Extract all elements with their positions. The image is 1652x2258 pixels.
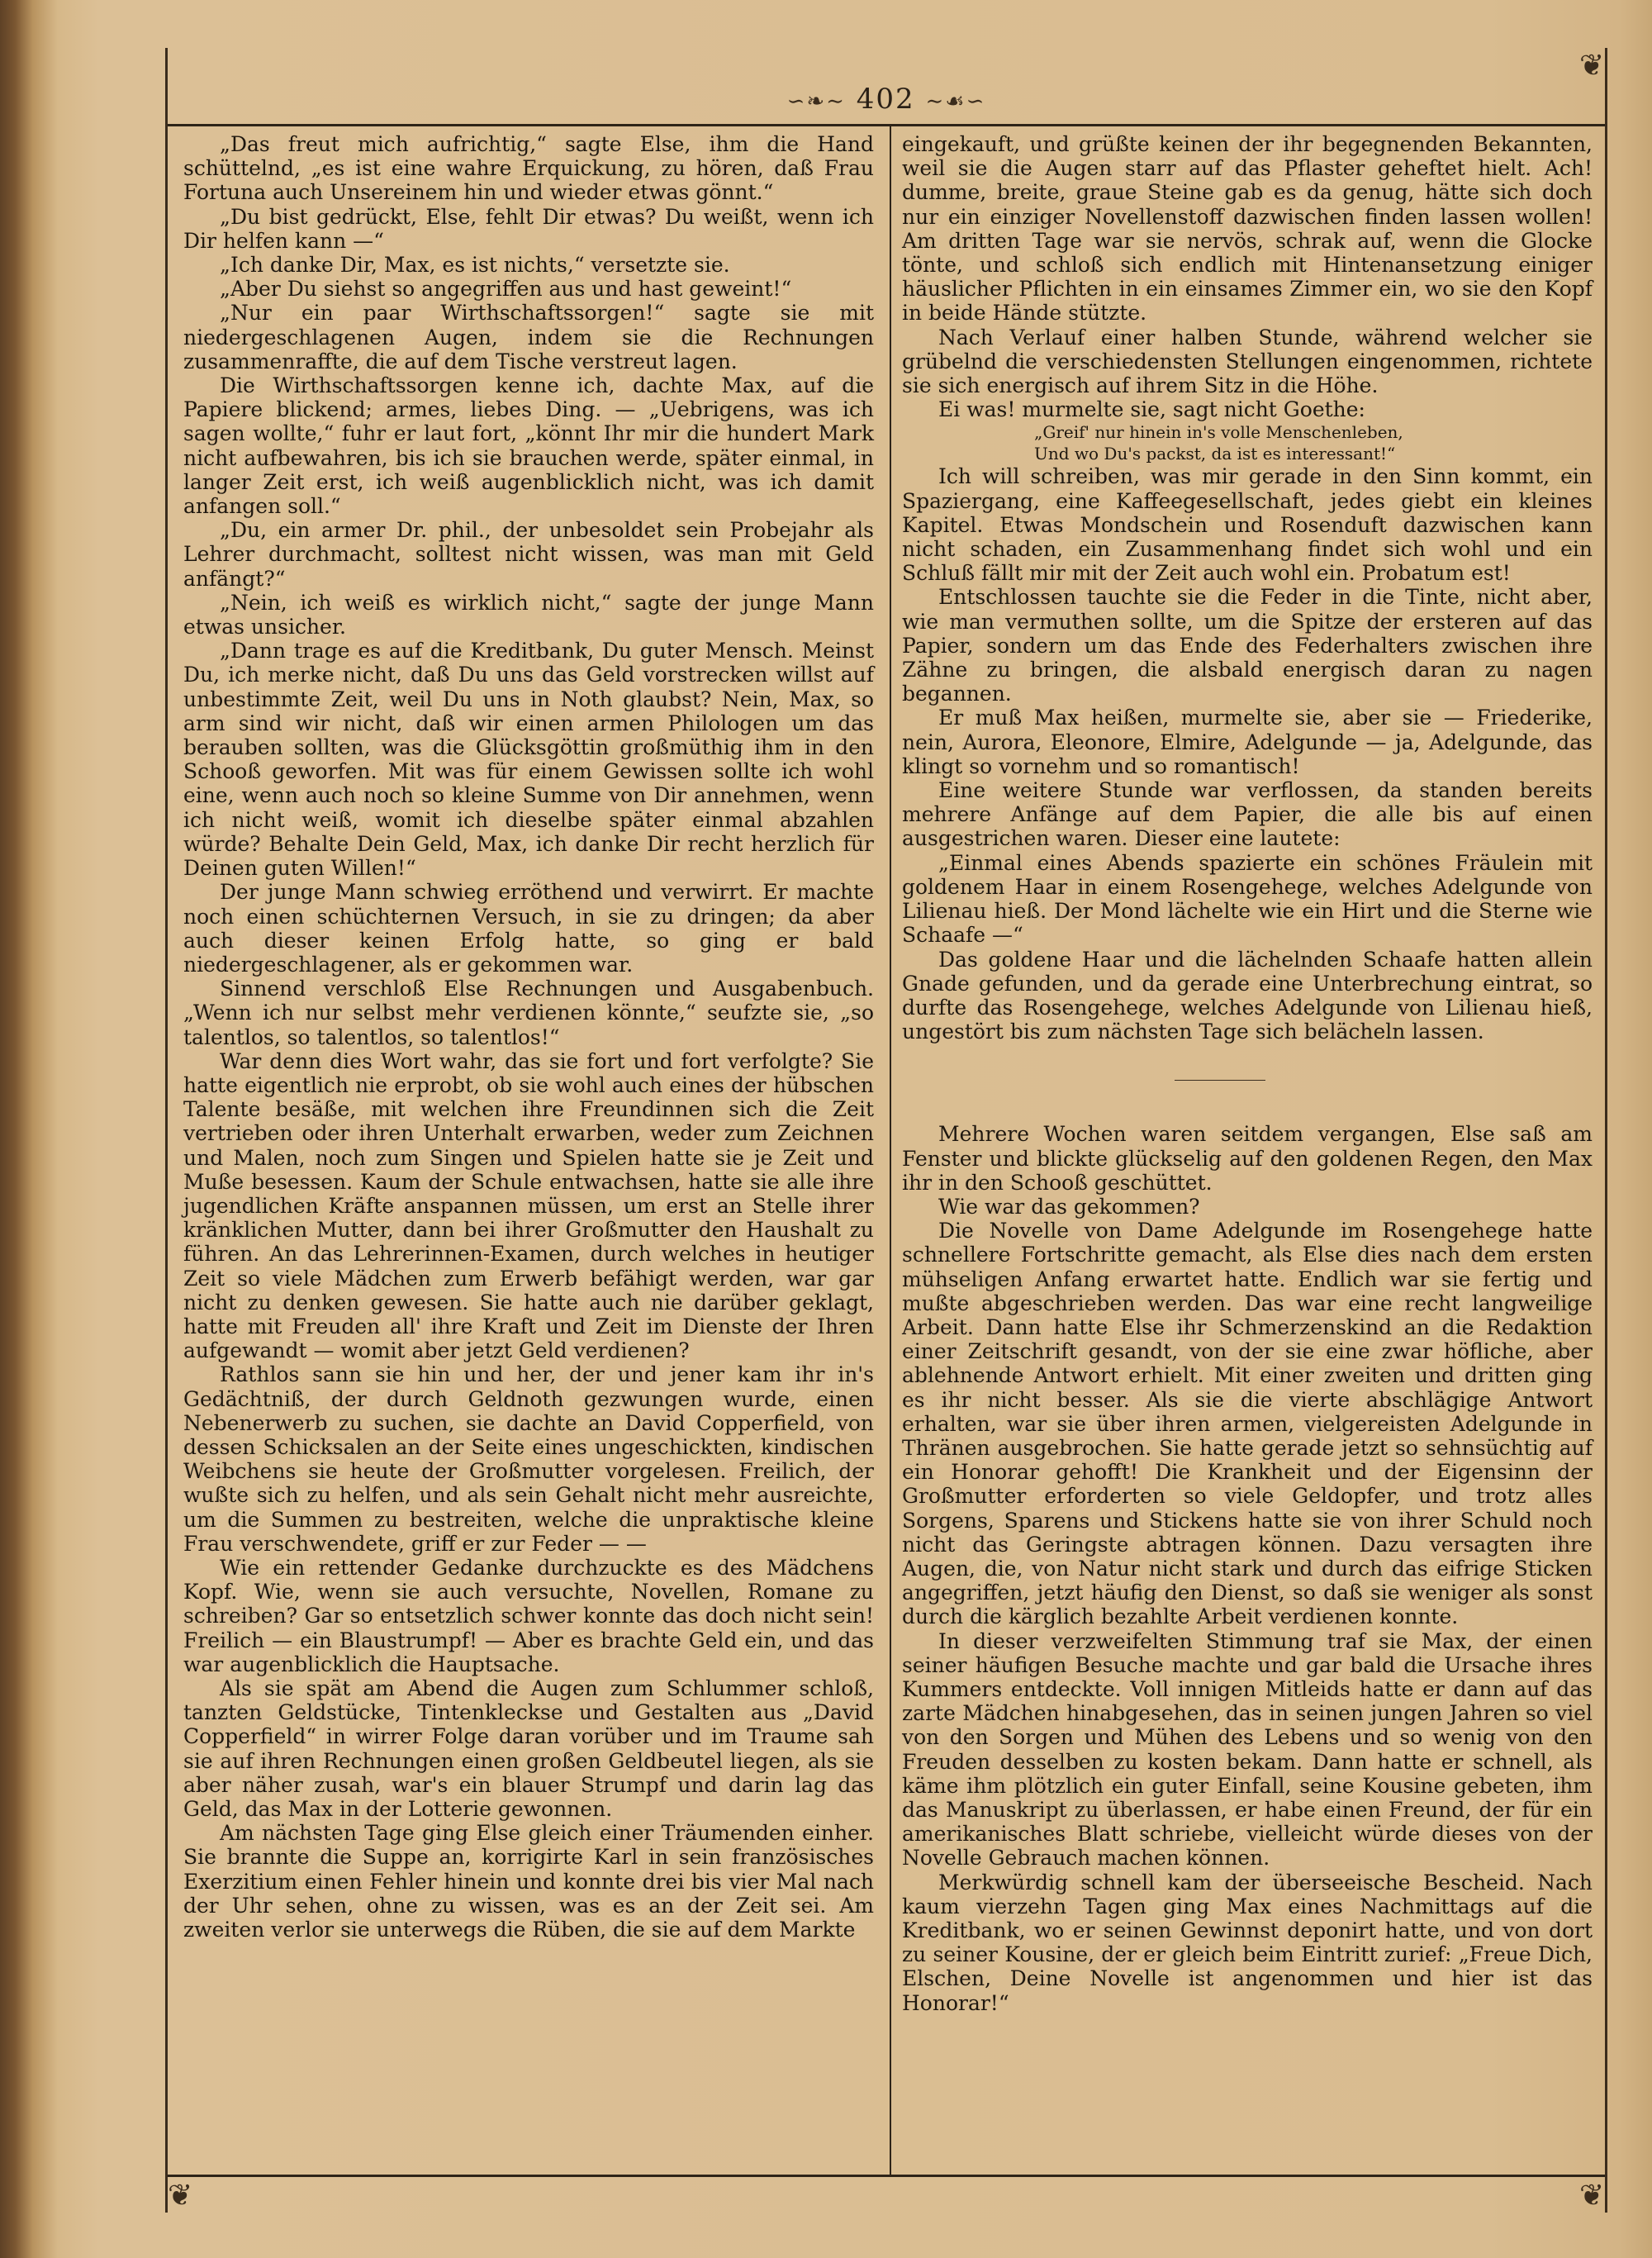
paragraph: In dieser verzweifelten Stimmung traf sie Max, der einen seiner häufigen Besuche machte und gar bald die Ursache ihres Kummers entdeckte. Voll innigen Mitleids hatte er dann auf das zarte Mädchen hinabgesehen, das in seinen jungen Jahren so viel von den Sorgen und Mühen des Lebens und so wenig von den Freuden desselben zu kosten bekam. Dann hatte er schnell, als käme ihm plötzlich ein guter Einfall, seine Kousine gebeten, ihm das Manuskript zu überlassen, er habe einen Freund, der für ein amerikanisches Blatt schriebe, vielleicht würde dieses von der Novelle Gebrauch machen können.: [902, 1628, 1593, 1871]
paragraph: Entschlossen tauchte sie die Feder in die Tinte, nicht aber, wie man vermuthen sollte, um die Spitze der ersteren auf das Papier, sondern um das Ende des Federhalters zwischen ihre Zähne zu bringen, die alsbald energisch daran zu nagen begannen.: [902, 585, 1593, 706]
paragraph: „Das freut mich aufrichtig,“ sagte Else, ihm die Hand schüttelnd, „es ist eine wahre Erquickung, zu hören, daß Frau Fortuna auch Unsereinem hin und wieder etwas gönnt.“: [183, 132, 874, 205]
paragraph: Sinnend verschloß Else Rechnungen und Ausgabenbuch. „Wenn ich nur selbst mehr verdienen könnte,“ seufzte sie, „so talentlos, so talentlos, so talentlos!“: [183, 977, 874, 1049]
paragraph: Wie war das gekommen?: [938, 1194, 1200, 1219]
paragraph: Merkwürdig schnell kam der überseeische Bescheid. Nach kaum vierzehn Tagen ging Max eines Nachmittags auf die Kreditbank, wo er seinen Gewinnst deponirt hatte, und von dort zu seiner Kousine, der er gleich beim Eintritt zurief: „Freue Dich, Elschen, Deine Novelle ist angenommen und hier ist das Honorar!“: [902, 1870, 1593, 2015]
verse-line: „Greif' nur hinein in's volle Menschenleben,: [1034, 422, 1403, 443]
paragraph: Der junge Mann schwieg erröthend und verwirrt. Er machte noch einen schüchternen Versuch, in sie zu dringen; da aber auch dieser keinen Erfolg hatte, so ging er bald niedergeschlagener, als er gekommen war.: [183, 880, 874, 977]
section-separator-line: [1175, 1080, 1265, 1081]
paragraph: eingekauft, und grüßte keinen der ihr begegnenden Bekannten, weil sie die Augen starr auf das Pflaster geheftet hielt. Ach! dumme, breite, graue Steine gab es da genug, hätte sich doch nur ein einziger Novellenstoff dazwischen finden lassen wollen! Am dritten Tage war sie nervös, schrak auf, wenn die Glocke tönte, und schloß sich endlich mit Hintenansetzung einiger häuslicher Pflichten in ein einsames Zimmer ein, wo sie den Kopf in beide Hände stützte.: [902, 132, 1593, 326]
paragraph: Mehrere Wochen waren seitdem vergangen, Else saß am Fenster und blickte glückselig auf den goldenen Regen, den Max ihr in den Schooß geschüttet.: [902, 1122, 1593, 1195]
ornament-left-icon: ∽❧∼: [786, 89, 846, 114]
paragraph: Rathlos sann sie hin und her, der und jener kam ihr in's Gedächtniß, der durch Geldnoth gezwungen wurde, einen Nebenerwerb zu suchen, sie dachte an David Copperfield, von dessen Schicksalen an der Seite eines ungeschickten, kindischen Weibchens sie heute der Großmutter vorgelesen. Freilich, der wußte sich zu helfen, und als sein Gehalt nicht mehr ausreichte, um die Summen zu bestreiten, welche die unpraktische kleine Frau verschwendete, griff er zur Feder — —: [183, 1362, 874, 1556]
corner-ornament-top-right: ❦: [1579, 49, 1605, 83]
corner-ornament-bottom-left: ❦: [168, 2179, 193, 2213]
text-column-left: [183, 132, 874, 1942]
paragraph: Die Novelle von Dame Adelgunde im Rosengehege hatte schnellere Fortschritte gemacht, als Else dies nach dem ersten mühseligen Anfang erwartet hatte. Endlich war sie fertig und mußte abgeschrieben werden. Das war eine recht langweilige Arbeit. Dann hatte Else ihr Schmerzenskind an die Redaktion einer Zeitschrift gesandt, von der sie eine zwar höfliche, aber ablehnende Antwort erhielt. Mit einer zweiten und dritten ging es ihr nicht besser. Als sie die vierte abschlägige Antwort erhalten, war sie über ihren armen, vielgereisten Adelgunde in Thränen ausgebrochen. Sie hatte gerade jetzt so sehnsüchtig auf ein Honorar gehofft! Die Krankheit und der Eigensinn der Großmutter erforderten so viele Geldopfer, und trotz alles Sorgens, Sparens und Stickens hatte sie von ihrer Schuld noch nicht das Geringste abtragen können. Dazu versagten ihre Augen, die, von Natur nicht stark und durch das eifrige Sticken angegriffen, jetzt häufig den Dienst, so daß sie weniger als sonst durch die kärglich bezahlte Arbeit verdienen konnte.: [902, 1219, 1593, 1629]
column-divider: [890, 124, 891, 2175]
paragraph: „Aber Du siehst so angegriffen aus und hast geweint!“: [220, 277, 792, 302]
page-number: 402: [856, 83, 915, 116]
corner-ornament-bottom-right: ❦: [1579, 2179, 1605, 2213]
paragraph: War denn dies Wort wahr, das sie fort und fort verfolgte? Sie hatte eigentlich nie erprobt, ob sie wohl auch eines der hübschen Talente besäße, mit welchen ihre Freundinnen sich die Zeit vertrieben oder ihren Unterhalt erwarben, weder zum Zeichnen und Malen, noch zum Singen und Spielen hatte sie je Zeit und Muße besessen. Kaum der Schule entwachsen, hatte sie alle ihre jugendlichen Kräfte anspannen müssen, um erst an Stelle ihrer kränklichen Mutter, dann bei ihrer Großmutter den Haushalt zu führen. An das Lehrerinnen-Examen, durch welches in heutiger Zeit so viele Mädchen zum Erwerb befähigt werden, war gar nicht zu denken gewesen. Sie hatte auch nie darüber geklagt, hatte mit Freuden all' ihre Kraft und Zeit im Dienste der Ihren aufgewandt — womit aber jetzt Geld verdienen?: [183, 1048, 874, 1363]
page-header: [165, 83, 1607, 124]
paragraph: „Dann trage es auf die Kreditbank, Du guter Mensch. Meinst Du, ich merke nicht, daß Du uns das Geld vorstrecken willst auf unbestimmte Zeit, weil Du uns in Noth glaubst? Nein, Max, so arm sind wir nicht, daß wir einen armen Philologen um das berauben sollten, was die Glücksgöttin großmüthig ihm in den Schooß geworfen. Mit was für einem Gewissen sollte ich wohl eine, wenn auch noch so kleine Summe von Dir annehmen, wenn ich nicht weiß, womit ich dieselbe später einmal abzahlen würde? Behalte Dein Geld, Max, ich danke Dir recht herzlich für Deinen guten Willen!“: [183, 639, 874, 881]
paragraph: Am nächsten Tage ging Else gleich einer Träumenden einher. Sie brannte die Suppe an, korrigirte Karl in sein französisches Exerzitium einen Fehler hinein und konnte drei bis vier Mal nach der Uhr sehen, ohne zu wissen, was es an der Zeit sei. Am zweiten verlor sie unterwegs die Rüben, die sie auf dem Markte: [183, 1821, 874, 1942]
footer-rule: [168, 2175, 1605, 2177]
paragraph: Nach Verlauf einer halben Stunde, während welcher sie grübelnd die verschiedensten Stellungen eingenommen, richtete sie sich energisch auf ihrem Sitz in die Höhe.: [902, 325, 1593, 398]
paragraph: Er muß Max heißen, murmelte sie, aber sie — Friederike, nein, Aurora, Eleonore, Elmire, Adelgunde — ja, Adelgunde, das klingt so vornehm und so romantisch!: [902, 706, 1593, 778]
paragraph: Die Wirthschaftssorgen kenne ich, dachte Max, auf die Papiere blickend; armes, liebes Ding. — „Uebrigens, was ich sagen wollte,“ fuhr er laut fort, „könnt Ihr mir die hundert Mark nicht aufbewahren, bis ich sie brauchen werde, später einmal, in langer Zeit erst, ich weiß augenblicklich nicht, was ich damit anfangen soll.“: [183, 373, 874, 519]
paragraph: „Einmal eines Abends spazierte ein schönes Fräulein mit goldenem Haar in einem Rosengehege, welches Adelgunde von Lilienau hieß. Der Mond lächelte wie ein Hirt und die Sterne wie Schaafe —“: [902, 850, 1593, 948]
text-column-right: [902, 132, 1593, 2015]
paragraph: „Du bist gedrückt, Else, fehlt Dir etwas? Du weißt, wenn ich Dir helfen kann —“: [183, 204, 874, 253]
paragraph: Ei was! murmelte sie, sagt nicht Goethe:: [938, 397, 1365, 422]
paragraph: Ich will schreiben, was mir gerade in den Sinn kommt, ein Spaziergang, eine Kaffeegesellschaft, jedes giebt ein kleines Kapitel. Etwas Mondschein und Rosenduft dazwischen kann nicht schaden, ein Zusammenhang findet sich wohl und ein Schluß fällt mir mit der Zeit auch wohl ein. Probatum est!: [902, 464, 1593, 586]
paragraph: „Nur ein paar Wirthschaftssorgen!“ sagte sie mit niedergeschlagenen Augen, indem sie die Rechnungen zusammenraffte, die auf dem Tische verstreut lagen.: [183, 301, 874, 373]
header-rule: [168, 124, 1605, 126]
section-break: [902, 1043, 1593, 1122]
paragraph: Wie ein rettender Gedanke durchzuckte es des Mädchens Kopf. Wie, wenn sie auch versuchte, Novellen, Romane zu schreiben? Gar so entsetzlich schwer konnte das doch nicht sein! Freilich — ein Blaustrumpf! — Aber es brachte Geld ein, und das war augenblicklich die Hauptsache.: [183, 1555, 874, 1676]
paragraph: „Du, ein armer Dr. phil., der unbesoldet sein Probejahr als Lehrer durchmacht, solltest nicht wissen, was man mit Geld anfängt?“: [183, 518, 874, 591]
paragraph: „Nein, ich weiß es wirklich nicht,“ sagte der junge Mann etwas unsicher.: [183, 590, 874, 639]
verse-line: Und wo Du's packst, da ist es interessant!“: [1034, 444, 1396, 464]
paragraph: Eine weitere Stunde war verflossen, da standen bereits mehrere Anfänge auf dem Papier, die alle bis auf einen ausgestrichen waren. Dieser eine lautete:: [902, 778, 1593, 851]
ornament-right-icon: ∼☙∽: [925, 89, 986, 114]
paragraph: Das goldene Haar und die lächelnden Schaafe hatten allein Gnade gefunden, und da gerade eine Unterbrechung eintrat, so durfte das Rosengehege, welches Adelgunde von Lilienau hieß, ungestört bis zum nächsten Tage sich belächeln lassen.: [902, 947, 1593, 1044]
paragraph: Als sie spät am Abend die Augen zum Schlummer schloß, tanzten Geldstücke, Tintenkleckse und Gestalten aus „David Copperfield“ in wirrer Folge daran vorüber und im Traume sah sie auf ihren Rechnungen einen großen Geldbeutel liegen, als sie aber näher zusah, war's ein blauer Strumpf und darin lag das Geld, das Max in der Lotterie gewonnen.: [183, 1676, 874, 1822]
paragraph: „Ich danke Dir, Max, es ist nichts,“ versetzte sie.: [220, 253, 730, 278]
